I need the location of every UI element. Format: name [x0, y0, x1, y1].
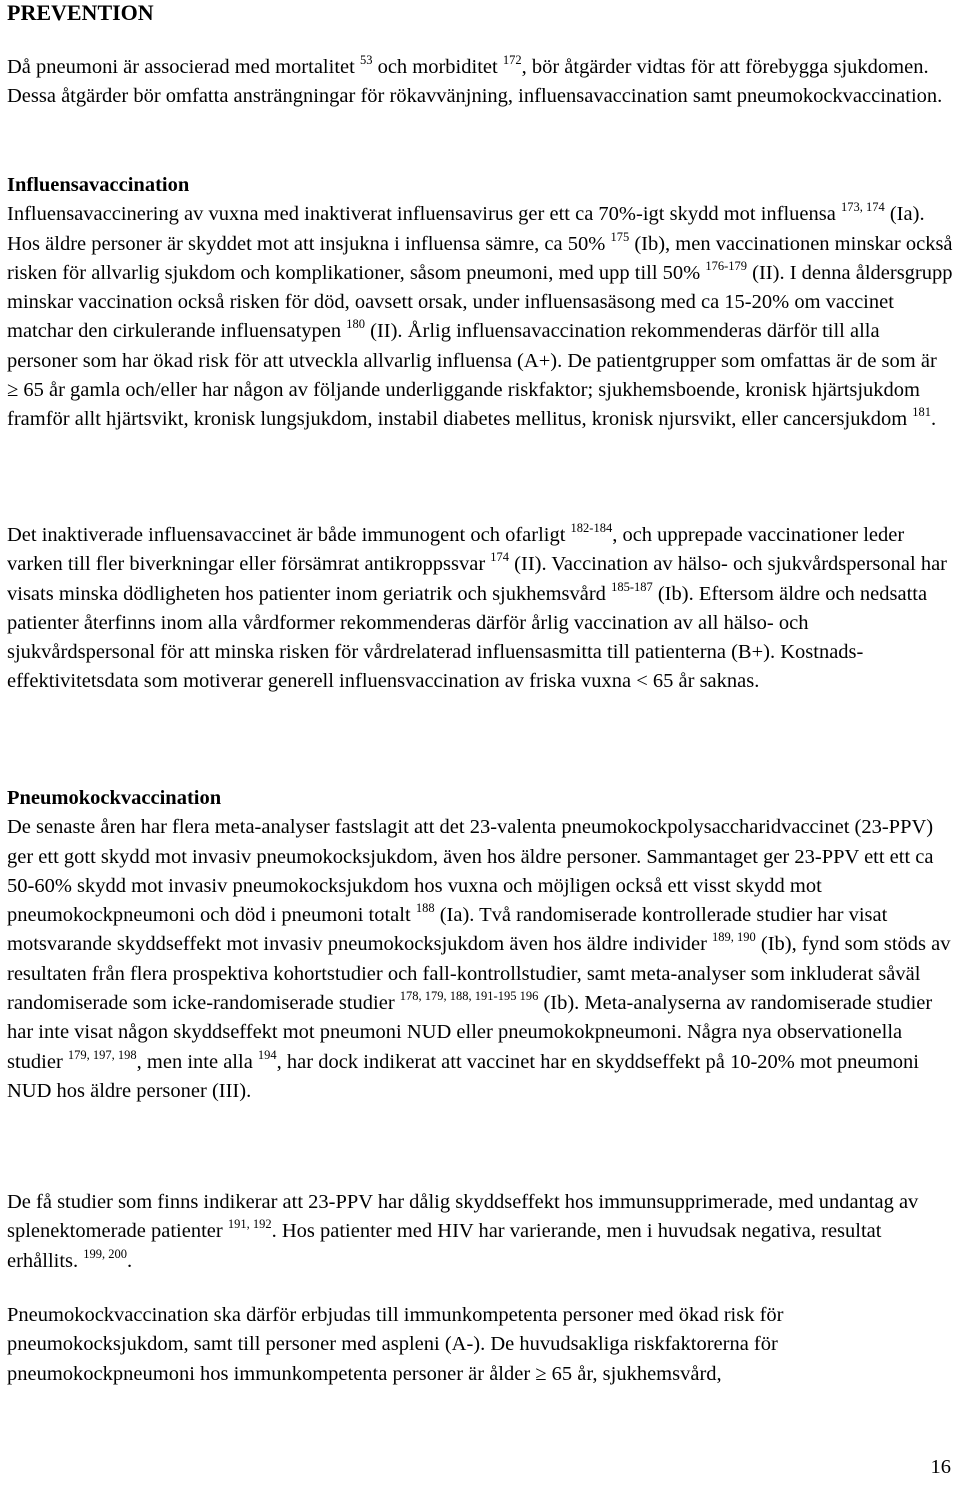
pneumo-recommendation-paragraph [7, 1301, 953, 1389]
influenza-paragraph [7, 171, 953, 435]
influenza-safety-paragraph [7, 521, 953, 697]
citation-ref: 194 [257, 1047, 277, 1062]
intro-text-3: , bör åtgärder vidtas för att förebygga sjukdomen. Dessa åtgärder bör omfatta ansträngningar för rökavvänjning, influensavaccination samt pneumokockvaccination. [7, 56, 943, 108]
citation-ref: 199, 200 [83, 1246, 128, 1261]
citation-ref: 174 [490, 550, 510, 565]
influenza-text-1: Influensavaccinering av vuxna med inaktiverat influensavirus ger ett ca 70%-igt skydd mot influensa [7, 203, 841, 226]
citation-ref: 185-187 [611, 579, 653, 594]
influenza-text-5: (II). Årlig influensavaccination rekommenderas därför till alla personer som har ökad risk för att utveckla allvarlig influensa (A+). De patientgrupper som omfattas är de som är ≥ 65 år gamla och/eller har någon av följande underliggande riskfaktor; sjukhemsboende, kronisk hjärtsjukdom framför allt hjärtsvikt, kronisk lungsjukdom, instabil diabetes mellitus, kronisk njursvikt, eller cancersjukdom [7, 320, 937, 431]
intro-paragraph [7, 53, 953, 112]
influenza-heading: Influensavaccination [7, 174, 190, 196]
citation-ref: 180 [346, 317, 365, 332]
citation-ref: 175 [610, 229, 630, 244]
pneumo-text-6: , har dock indikerat att vaccinet har en skyddseffekt på 10-20% mot pneumoni NUD hos äldre personer (III). [7, 1050, 919, 1102]
pneumo2-text-2: . Hos patienter med HIV har varierande, men i huvudsak negativa, resultat erhållits. [7, 1220, 882, 1272]
intro-text-2: och morbiditet [372, 56, 503, 78]
pneumo-heading: Pneumokockvaccination [7, 787, 222, 809]
citation-ref: 178, 179, 188, 191-195 196 [399, 989, 539, 1004]
page-number: 16 [930, 1456, 951, 1478]
influenza-text-3: (Ib), men vaccinationen minskar också risken för allvarlig sjukdom och komplikationer, såsom pneumoni, med upp till 50% [7, 232, 953, 284]
citation-ref: 176-179 [705, 258, 748, 273]
section-title: PREVENTION [7, 0, 154, 25]
citation-ref: 173, 174 [840, 200, 885, 215]
pneumo-paragraph [7, 784, 953, 1106]
pneumo-text-4: (Ib). Meta-analyserna av randomiserade studier har inte visat någon skyddseffekt mot pneumoni NUD eller pneumokokpneumoni. Några nya observationella studier [7, 992, 933, 1073]
influenza-text-2: (Ia). Hos äldre personer är skyddet mot att insjukna i influensa sämre, ca 50% [7, 203, 925, 255]
citation-ref: 53 [359, 53, 373, 67]
pneumo-text-3: (Ib), fynd som stöds av resultaten från flera prospektiva kohortstudier och fall-kontrollstudier, samt meta-analyser som inkluderat såväl randomiserade som icke-randomiserade studier [7, 933, 951, 1015]
pneumo-text-5: , men inte alla [136, 1050, 258, 1073]
citation-ref: 172 [502, 53, 522, 67]
citation-ref: 179, 197, 198 [67, 1047, 137, 1062]
intro-text-1: Då pneumoni är associerad med mortalitet [7, 56, 360, 78]
citation-ref: 181 [912, 405, 932, 420]
pneumo2-text-1: De få studier som finns indikerar att 23-PPV har dålig skyddseffekt hos immunsupprimerade, med undantag av splenektomerade patienter [7, 1191, 919, 1243]
influenza2-text-4: (Ib). Eftersom äldre och nedsatta patienter återfinns inom alla vårdformer rekommenderas därför årlig vaccination av all hälso- och sjukvårdspersonal för att minska risken för vårdrelaterad influensasmitta till patienterna (B+). Kostnads-effektivitetsdata som motiverar generell influensvaccination av friska vuxna < 65 år saknas. [7, 582, 928, 693]
pneumo2-text-3: . [127, 1249, 133, 1272]
citation-ref: 182-184 [570, 521, 613, 535]
pneumo-text-2: (Ia). Två randomiserade kontrollerade studier har visat motsvarande skyddseffekt mot invasiv pneumokocksjukdom även hos äldre individer [7, 904, 888, 956]
pneumo3-text-1: Pneumokockvaccination ska därför erbjudas till immunkompetenta personer med ökad risk för pneumokocksjukdom, samt till personer med aspleni (A-). De huvudsakliga riskfaktorerna för pneumokockpneumoni hos immunkompetenta personer är ålder ≥ 65 år, sjukhemsvård, [7, 1304, 784, 1385]
influenza2-text-2: , och upprepade vaccinationer leder varken till fler biverkningar eller försämrat antikroppssvar [7, 524, 905, 576]
influenza2-text-1: Det inaktiverade influensavaccinet är både immunogent och ofarligt [7, 524, 571, 546]
influenza-text-4: (II). I denna åldersgrupp minskar vaccination också risken för död, oavsett orsak, under influensasäsong med ca 15-20% om vaccinet matchar den cirkulerande influensatypen [7, 261, 953, 343]
influenza-text-6: . [931, 408, 937, 431]
citation-ref: 191, 192 [227, 1217, 272, 1232]
citation-ref: 189, 190 [712, 930, 756, 945]
pneumo-text-1: De senaste åren har flera meta-analyser fastslagit att det 23-valenta pneumokockpolysaccharidvaccinet (23-PPV) ger ett gott skydd mot invasiv pneumokocksjukdom, även hos äldre personer. Sammantaget ger 23-PPV ett ett ca 50-60% skydd mot invasiv pneumokocksjukdom hos vuxna och möjligen också ett visst skydd mot pneumokockpneumoni och död i pneumoni totalt [7, 816, 934, 927]
citation-ref: 188 [415, 901, 435, 916]
influenza2-text-3: (II). Vaccination av hälso- och sjukvårdspersonal har visats minska dödligheten hos patienter inom geriatrik och sjukhemsvård [7, 553, 947, 605]
pneumo-immuno-paragraph [7, 1188, 953, 1276]
